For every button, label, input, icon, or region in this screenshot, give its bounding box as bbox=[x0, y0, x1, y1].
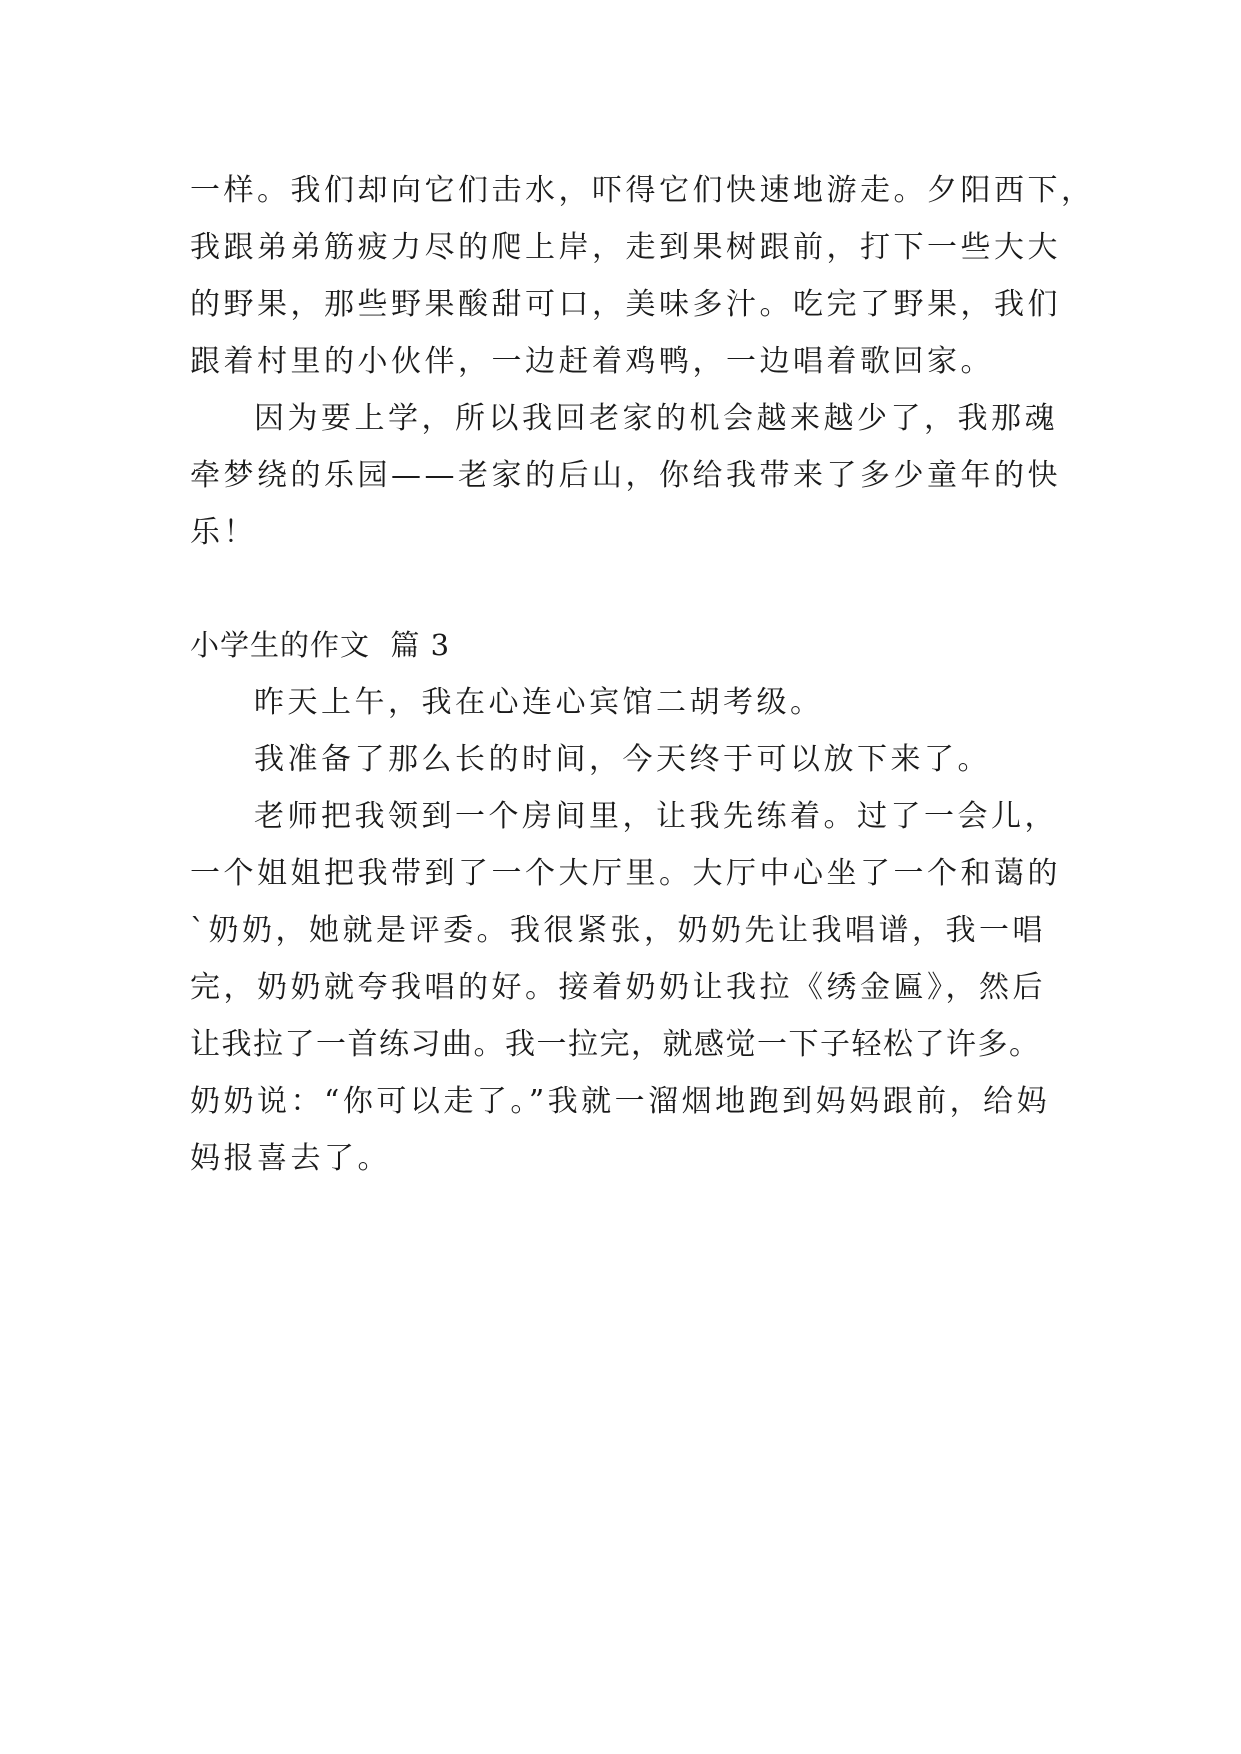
paragraph bbox=[190, 731, 1070, 788]
text-line: 乐！ bbox=[190, 515, 257, 550]
section-spacer bbox=[190, 561, 1070, 617]
paragraph bbox=[190, 674, 1070, 731]
text-line: 一样。我们却向它们击水，吓得它们快速地游走。夕阳西下， bbox=[190, 173, 1095, 208]
paragraph bbox=[190, 162, 1095, 390]
text-line: 牵梦绕的乐园——老家的后山，你给我带来了多少童年的快 bbox=[190, 458, 1061, 493]
text-line: 的野果，那些野果酸甜可口，美味多汁。吃完了野果，我们 bbox=[190, 287, 1061, 322]
paragraph bbox=[190, 788, 1070, 1187]
text-line: 跟着村里的小伙伴，一边赶着鸡鸭，一边唱着歌回家。 bbox=[190, 344, 994, 379]
text-line: 让我拉了一首练习曲。我一拉完，就感觉一下子轻松了许多。 bbox=[190, 1027, 1041, 1062]
document-body bbox=[190, 162, 1095, 1187]
text-line: 我跟弟弟筋疲力尽的爬上岸，走到果树跟前，打下一些大大 bbox=[190, 230, 1061, 265]
text-line: 一个姐姐把我带到了一个大厅里。大厅中心坐了一个和蔼的 bbox=[190, 856, 1061, 891]
text-line: 完，奶奶就夸我唱的好。接着奶奶让我拉《绣金匾》，然后 bbox=[190, 970, 1046, 1005]
text-line: 老师把我领到一个房间里，让我先练着。过了一会儿， bbox=[254, 799, 1058, 834]
section-heading: 小学生的作文 篇 3 bbox=[190, 628, 451, 662]
text-line: 奶奶说：“你可以走了。”我就一溜烟地跑到妈妈跟前，给妈 bbox=[190, 1084, 1051, 1119]
text-line: 妈报喜去了。 bbox=[190, 1141, 391, 1176]
text-line: 昨天上午，我在心连心宾馆二胡考级。 bbox=[254, 685, 824, 720]
text-line: `奶奶，她就是评委。我很紧张，奶奶先让我唱谱，我一唱 bbox=[190, 913, 1046, 948]
paragraph bbox=[190, 390, 1070, 561]
text-line: 因为要上学，所以我回老家的机会越来越少了，我那魂 bbox=[254, 401, 1058, 436]
text-line: 我准备了那么长的时间，今天终于可以放下来了。 bbox=[254, 742, 991, 777]
